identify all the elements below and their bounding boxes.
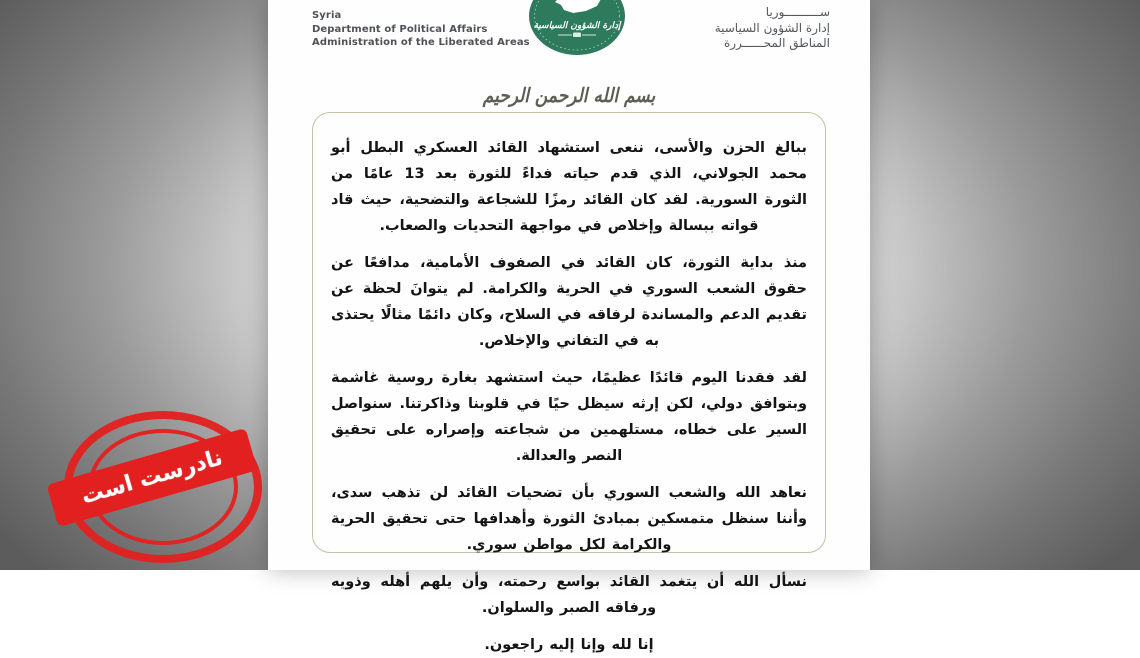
statement-closing-line: إنا لله وإنا إليه راجعون. — [484, 637, 654, 653]
basmala-calligraphy: بسم الله الرحمن الرحيم — [268, 86, 870, 106]
org-logo-svg — [528, 0, 626, 56]
statement-document — [268, 0, 870, 653]
statement-body-box — [312, 112, 826, 653]
stamp-verdict-text: نادرست است — [78, 445, 226, 510]
header-arabic-line-3: المناطق المحــــــررة — [723, 36, 830, 50]
org-logo-icon — [528, 0, 626, 56]
header-english — [312, 9, 530, 50]
statement-paragraph-1: ببالغ الحزن والأسى، ننعى استشهاد القائد العسكري البطل أبو محمد الجولاني، الذي قدم حياته فداءً للثورة بعد 13 عامًا من الثورة السورية. لقد كان القائد رمزًا للشجاعة والتضحية، حيث قاد قواته ببسالة وإخلاص في مواجهة التحديات والصعاب. — [331, 140, 807, 234]
fact-check-stamp — [40, 395, 290, 580]
logo-calligraphy: إدارة الشؤون السياسية — [533, 21, 621, 31]
header-english-line-3: Administration of the Liberated Areas — [312, 37, 530, 48]
header-english-line-2: Department of Political Affairs — [312, 23, 488, 35]
statement-paragraph-5: نسأل الله أن يتغمد القائد بواسع رحمته، وأن يلهم أهله وذويه ورفاقه الصبر والسلوان. — [331, 574, 807, 616]
statement-paragraph-4: نعاهد الله والشعب السوري بأن تضحيات القائد لن تذهب سدى، وأننا سنظل متمسكين بمبادئ الثورة وأهدافها حتى تحقيق الحرية والكرامة لكل مواطن سوري. — [331, 485, 807, 553]
header-english-line-1: Syria — [312, 10, 342, 21]
statement-paragraph-2: منذ بداية الثورة، كان القائد في الصفوف الأمامية، مدافعًا عن حقوق الشعب السوري في الحرية والكرامة. لم يتوانَ لحظة عن تقديم الدعم والمساندة لرفاقه في السلاح، وكان دائمًا مثالًا يحتذى به في التفاني والإخلاص. — [331, 255, 807, 349]
header-arabic-line-2: إدارة الشؤون السياسية — [714, 20, 830, 35]
header-arabic-line-1: ســــــــــوريا — [765, 5, 830, 19]
header-arabic — [690, 5, 830, 52]
statement-paragraph-3: لقد فقدنا اليوم قائدًا عظيمًا، حيث استشهد بغارة روسية غاشمة وبتوافق دولي، لكن إرثه سيظل حيًا في قلوبنا وذاكرتنا. سنواصل السير على خطاه، مستلهمين من شجاعته وإصراره على تحقيق النصر والعدالة. — [331, 370, 807, 464]
